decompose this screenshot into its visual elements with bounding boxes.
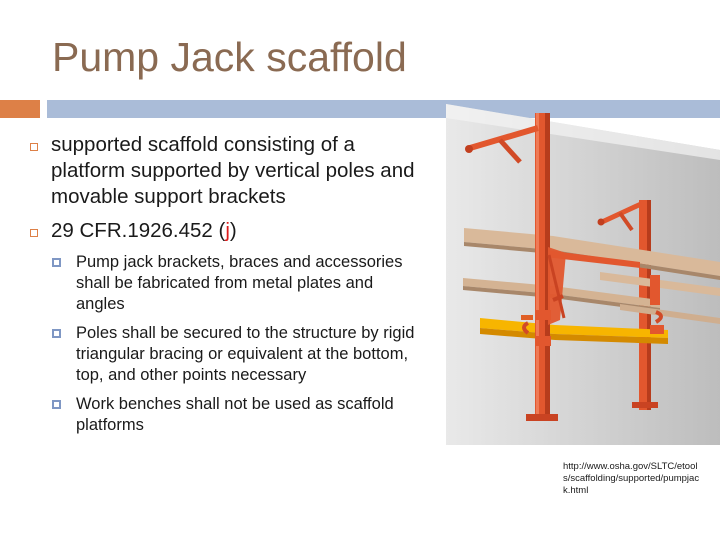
bullet-text: 29 CFR.1926.452 (j) [51,219,237,242]
sub-bullet-text: Poles shall be secured to the structure by rigid triangular bracing or equivalent at the bottom, top, and other points necessary [76,324,415,384]
hollow-square-bullet-icon [30,229,38,237]
image-source-caption: http://www.osha.gov/SLTC/etools/scaffolding/supported/pumpjack.html [563,461,700,496]
bullet-list [30,132,425,444]
sub-bullet-item [30,252,425,315]
sub-bullet-item [30,394,425,436]
bullet-text: supported scaffold consisting of a platform supported by vertical poles and movable support brackets [51,133,415,208]
highlight-text: j [225,219,230,242]
hollow-square-bullet-icon [30,143,38,151]
building-wall [446,104,720,445]
sub-bullet-item [30,323,425,386]
sub-bullet-text: Pump jack brackets, braces and accessories shall be fabricated from metal plates and angles [76,253,403,313]
accent-bar-orange [0,100,40,118]
square-bullet-icon [52,329,61,338]
pump-jack-scaffold-illustration [440,100,720,450]
bullet-item [30,218,425,244]
slide-title: Pump Jack scaffold [52,34,407,80]
square-bullet-icon [52,400,61,409]
sub-bullet-text: Work benches shall not be used as scaffold platforms [76,395,394,434]
bullet-item [30,132,425,210]
square-bullet-icon [52,258,61,267]
